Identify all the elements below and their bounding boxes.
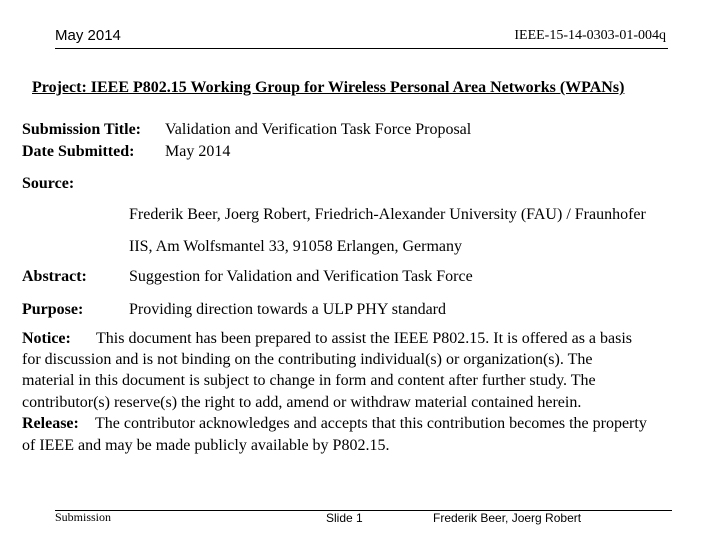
- header-date: May 2014: [55, 27, 121, 44]
- notice-label: Notice:: [22, 330, 71, 347]
- date-submitted-value: May 2014: [165, 143, 231, 160]
- source-line-1: Frederik Beer, Joerg Robert, Friedrich-Alexander University (FAU) / Fraunhofer: [129, 206, 646, 223]
- notice-line: material in this document is subject to change in form and content after further study. The: [22, 372, 596, 389]
- purpose-label: Purpose:: [22, 301, 84, 318]
- date-submitted-label: Date Submitted:: [22, 143, 135, 160]
- abstract-value: Suggestion for Validation and Verification Task Force: [129, 268, 473, 285]
- notice-line: for discussion and is not binding on the contributing individual(s) or organization(s). The: [22, 351, 593, 368]
- footer-submission: Submission: [55, 510, 112, 524]
- submission-title-label: Submission Title:: [22, 121, 142, 138]
- submission-title-value: Validation and Verification Task Force Proposal: [165, 121, 472, 138]
- footer-slide-number: Slide 1: [326, 511, 363, 525]
- source-label: Source:: [22, 175, 75, 192]
- purpose-value: Providing direction towards a ULP PHY standard: [129, 301, 446, 318]
- notice-line: This document has been prepared to assist the IEEE P802.15. It is offered as a basis: [96, 330, 633, 347]
- header-rule: [55, 48, 668, 49]
- abstract-label: Abstract:: [22, 268, 87, 285]
- footer-authors: Frederik Beer, Joerg Robert: [433, 511, 582, 525]
- release-line: The contributor acknowledges and accepts that this contribution becomes the property: [95, 415, 647, 432]
- release-label: Release:: [22, 415, 79, 432]
- release-line: of IEEE and may be made publicly available by P802.15.: [22, 437, 390, 454]
- header-doc-id: IEEE-15-14-0303-01-004q: [514, 28, 666, 43]
- notice-line: contributor(s) reserve(s) the right to add, amend or withdraw material contained herein.: [22, 394, 582, 411]
- source-line-2: IIS, Am Wolfsmantel 33, 91058 Erlangen, Germany: [129, 238, 463, 255]
- project-title: Project: IEEE P802.15 Working Group for Wireless Personal Area Networks (WPANs): [32, 79, 625, 96]
